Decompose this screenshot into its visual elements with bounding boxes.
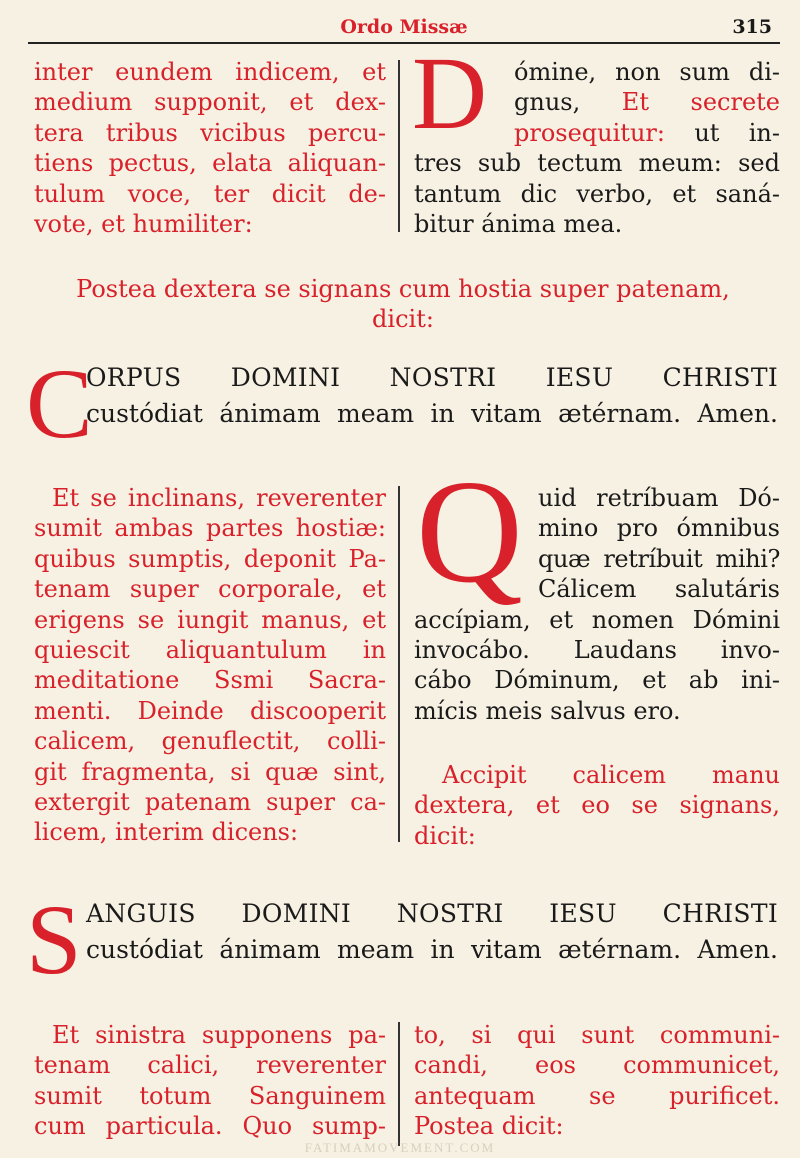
dropcap-d: D [412, 36, 488, 151]
rubric-line: sumit ambas partes hostiæ: [34, 514, 386, 543]
rubric-line: licem, interim dicens: [34, 818, 299, 847]
rubric-inline: prosequitur: [514, 118, 665, 147]
rubric-line: tulum voce, ter dicit de- [34, 179, 386, 208]
rubric-line: Postea dicit: [414, 1112, 564, 1141]
column-divider [398, 486, 400, 842]
prayer-line: mícis meis salvus ero. [414, 696, 681, 725]
running-title: Ordo Missæ [340, 16, 468, 38]
formula-sanguis-domini [86, 896, 778, 968]
formula-line: custódiat ánimam meam in vitam ætérnam. Amen. [86, 399, 778, 428]
prayer-line: tantum dic verbo, et saná- [414, 179, 780, 208]
prayer-line [514, 118, 780, 148]
prayer-line: quæ retríbuit mihi? [538, 544, 780, 573]
dropcap-s: S [26, 884, 82, 995]
rubric-line: extergit patenam super ca- [34, 788, 386, 817]
rubric-line: Postea dextera se signans cum hostia super patenam, [76, 275, 730, 303]
watermark: FATIMAMOVEMENT.COM [304, 1140, 496, 1155]
rubric-column-1 [34, 57, 386, 239]
prayer-line: invocábo. Laudans invo- [414, 636, 780, 665]
prayer-line: tres sub tectum meum: sed [414, 149, 780, 178]
rubric-accipit-calicem [414, 760, 780, 851]
prayer-line: bitur ánima mea. [414, 210, 623, 239]
rubric-line: quibus sumptis, deponit Pa- [34, 544, 386, 573]
rubric-line: quiescit aliquantulum in [34, 636, 386, 665]
rubric-line: Et se inclinans, reverenter [52, 484, 386, 512]
rubric-line: meditatione Ssmi Sacra- [34, 666, 386, 695]
prayer-quid-retribuam [414, 483, 780, 726]
rubric-inline: Et secrete [621, 88, 780, 117]
dropcap-c: C [26, 348, 93, 459]
prayer-line: accípiam, et nomen Dómini [414, 605, 780, 634]
prayer-text: gnus, [514, 88, 581, 117]
prayer-line [514, 87, 780, 117]
rubric-line: menti. Deinde discooperit [34, 696, 386, 725]
rubric-line: erigens se iungit manus, et [34, 605, 386, 634]
rubric-line: candi, eos communicet, [414, 1051, 780, 1080]
page-header [28, 12, 780, 44]
rubric-line: to, si qui sunt communi- [414, 1021, 780, 1049]
rubric-line: Et sinistra supponens pa- [52, 1021, 386, 1049]
rubric-line: Accipit calicem manu [442, 761, 780, 789]
prayer-line: uid retríbuam Dó- [538, 484, 780, 512]
rubric-line: dicit: [414, 821, 476, 850]
rubric-line: inter eundem indicem, et [34, 58, 386, 86]
rubric-line: git fragmenta, si quæ sint, [34, 757, 386, 786]
rubric-line: tenam calici, reverenter [34, 1051, 386, 1080]
formula-line: ORPUS DOMINI NOSTRI IESU CHRISTI [86, 363, 778, 392]
prayer-line: Cálicem salutáris [538, 575, 780, 604]
column-divider [398, 60, 400, 232]
prayer-line: cábo Dóminum, et ab ini- [414, 666, 780, 695]
rubric-line: antequam se purificet. [414, 1081, 780, 1110]
rubric-line: tera tribus vicibus percu- [34, 118, 386, 147]
rubric-line: tenam super corporale, et [34, 575, 386, 604]
rubric-line: dicit: [372, 305, 434, 333]
rubric-line: cum particula. Quo sump- [34, 1112, 386, 1141]
rubric-line: calicem, genuflectit, colli- [34, 727, 386, 756]
rubric-column-3-right [414, 1020, 780, 1142]
prayer-text: ut in- [694, 118, 780, 147]
rubric-line: sumit totum Sanguinem [34, 1081, 386, 1110]
rubric-line: vote, et humiliter: [34, 210, 253, 239]
formula-line: custódiat ánimam meam in vitam ætérnam. Amen. [86, 935, 778, 964]
page-number: 315 [732, 16, 772, 38]
rubric-postea-dextera [30, 274, 776, 334]
prayer-line: ómine, non sum di- [514, 58, 780, 86]
formula-corpus-domini [86, 360, 778, 432]
column-divider [398, 1022, 400, 1146]
rubric-line: dextera, et eo se signans, [414, 791, 780, 820]
prayer-line: mino pro ómnibus [538, 514, 780, 543]
rubric-column-2 [34, 483, 386, 848]
formula-line: ANGUIS DOMINI NOSTRI IESU CHRISTI [86, 899, 778, 928]
rubric-column-3 [34, 1020, 386, 1142]
rubric-line: medium supponit, et dex- [34, 88, 386, 117]
rubric-line: tiens pectus, elata aliquan- [34, 149, 386, 178]
dropcap-q: Q [416, 450, 523, 614]
prayer-domine-non-sum [414, 57, 780, 239]
